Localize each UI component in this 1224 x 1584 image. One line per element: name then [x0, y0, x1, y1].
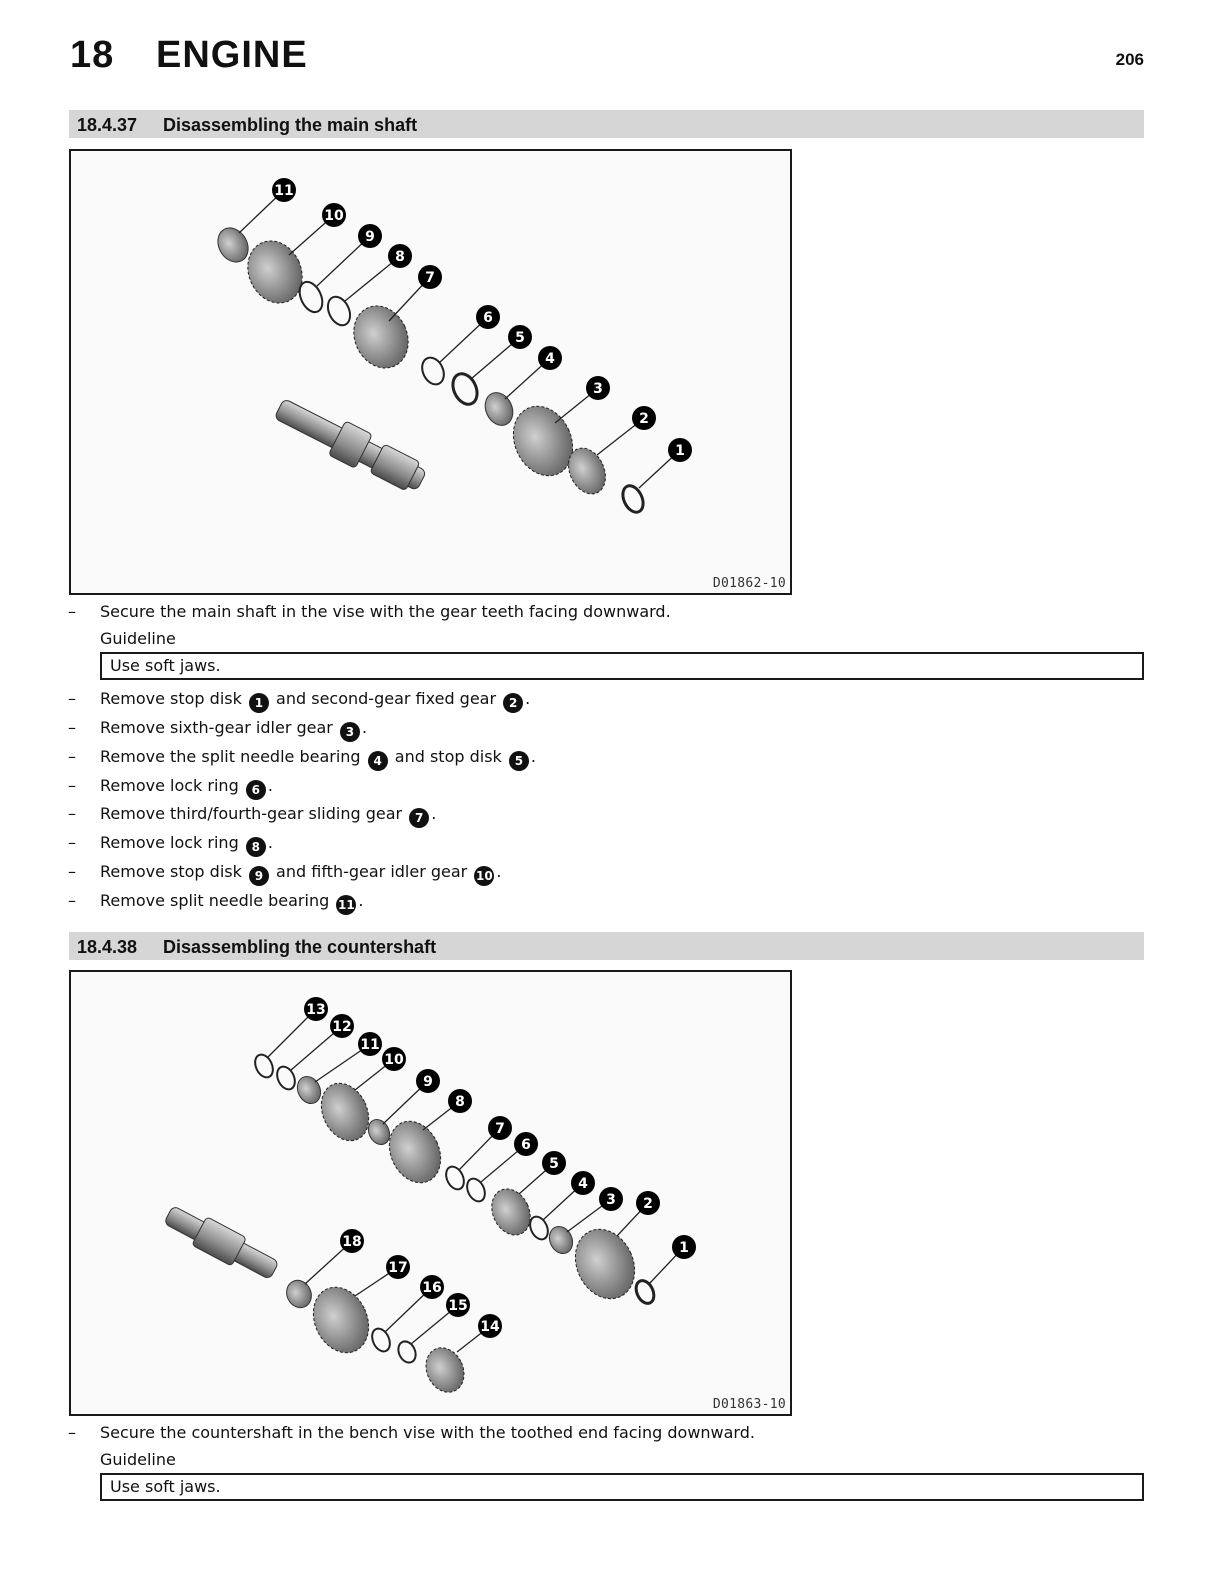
callout-badge: 3: [340, 722, 360, 742]
callout-12: [330, 1014, 354, 1038]
stop-disk-5: [448, 370, 481, 408]
main-shaft-illustration: [71, 151, 794, 597]
section-title: Disassembling the main shaft: [163, 115, 418, 135]
callout-badge: 1: [249, 693, 269, 713]
callout-4: [571, 1171, 595, 1195]
callout-5: [542, 1151, 566, 1175]
callout-2: [636, 1191, 660, 1215]
svg-text:3: 3: [593, 381, 603, 397]
svg-text:5: 5: [515, 330, 525, 346]
callout-badge: 6: [246, 780, 266, 800]
countershaft-exploded-figure: [69, 970, 792, 1416]
guideline-box: Use soft jaws.: [100, 1473, 1144, 1501]
svg-text:12: 12: [332, 1019, 352, 1035]
main-shaft-exploded-figure: [69, 149, 792, 595]
svg-text:14: 14: [480, 1319, 500, 1335]
callout-10: [382, 1047, 406, 1071]
section-number: 18.4.37: [77, 115, 138, 135]
callout-9: [416, 1069, 440, 1093]
callout-18: [340, 1229, 364, 1253]
callout-badge: 10: [474, 866, 494, 886]
callout-13: [304, 997, 328, 1021]
callout-badge: 4: [368, 751, 388, 771]
stop-disk-1: [619, 483, 647, 516]
svg-text:4: 4: [578, 1176, 588, 1192]
figure-code: D01863-10: [712, 1397, 786, 1412]
svg-text:11: 11: [360, 1037, 380, 1053]
svg-text:6: 6: [521, 1137, 531, 1153]
svg-text:16: 16: [422, 1280, 442, 1296]
callout-9: [358, 224, 382, 248]
section-heading-countershaft: [69, 932, 1144, 960]
callout-4: [538, 346, 562, 370]
svg-text:8: 8: [455, 1094, 465, 1110]
callout-1: [672, 1235, 696, 1259]
guideline-box: Use soft jaws.: [100, 652, 1144, 680]
svg-text:11: 11: [274, 183, 294, 199]
chapter-number: 18: [70, 34, 115, 76]
svg-text:4: 4: [545, 351, 555, 367]
callout-6: [476, 305, 500, 329]
guideline-label: Guideline: [100, 629, 176, 648]
svg-text:7: 7: [495, 1121, 505, 1137]
svg-text:1: 1: [679, 1240, 689, 1256]
svg-text:2: 2: [639, 411, 649, 427]
svg-text:18: 18: [342, 1234, 362, 1250]
callout-15: [446, 1293, 470, 1317]
countershaft-illustration: [71, 972, 794, 1418]
svg-text:17: 17: [388, 1260, 408, 1276]
callout-badge: 11: [336, 895, 356, 915]
callout-8: [388, 244, 412, 268]
main-shaft-part: [270, 391, 430, 497]
section-heading-main-shaft: [69, 110, 1144, 138]
callout-5: [508, 325, 532, 349]
callout-badge: 8: [246, 837, 266, 857]
svg-text:7: 7: [425, 270, 435, 286]
callout-17: [386, 1255, 410, 1279]
svg-text:6: 6: [483, 310, 493, 326]
callout-8: [448, 1089, 472, 1113]
callout-11: [272, 178, 296, 202]
callout-badge: 9: [249, 866, 269, 886]
chapter-title: ENGINE: [156, 34, 308, 76]
svg-text:5: 5: [549, 1156, 559, 1172]
svg-text:3: 3: [606, 1192, 616, 1208]
callout-10: [322, 203, 346, 227]
guideline-label: Guideline: [100, 1450, 176, 1469]
svg-text:10: 10: [324, 208, 344, 224]
callout-6: [514, 1132, 538, 1156]
callout-11: [358, 1032, 382, 1056]
callout-1: [668, 438, 692, 462]
svg-text:9: 9: [423, 1074, 433, 1090]
gear-7: [344, 297, 418, 377]
section-number: 18.4.38: [77, 937, 138, 957]
callout-3: [599, 1187, 623, 1211]
chapter-heading: [70, 34, 308, 77]
callout-14: [478, 1314, 502, 1338]
page-number: 206: [1115, 50, 1144, 69]
svg-text:9: 9: [365, 229, 375, 245]
svg-text:10: 10: [384, 1052, 404, 1068]
callout-badge: 2: [503, 693, 523, 713]
callout-markers: [272, 178, 692, 462]
section-title: Disassembling the countershaft: [163, 937, 437, 957]
svg-text:1: 1: [675, 443, 685, 459]
svg-text:13: 13: [306, 1002, 326, 1018]
callout-16: [420, 1275, 444, 1299]
svg-text:8: 8: [395, 249, 405, 265]
callout-badge: 7: [409, 808, 429, 828]
svg-text:2: 2: [643, 1196, 653, 1212]
needle-bearing-11: [212, 222, 254, 267]
needle-bearing-4: [480, 388, 518, 430]
figure-code: D01862-10: [712, 576, 786, 591]
countershaft-part: [161, 1200, 282, 1285]
lock-ring-8: [324, 293, 355, 329]
svg-text:15: 15: [448, 1298, 468, 1314]
callout-2: [632, 406, 656, 430]
callout-badge: 5: [509, 751, 529, 771]
callout-7: [418, 265, 442, 289]
callout-7: [488, 1116, 512, 1140]
callout-3: [586, 376, 610, 400]
